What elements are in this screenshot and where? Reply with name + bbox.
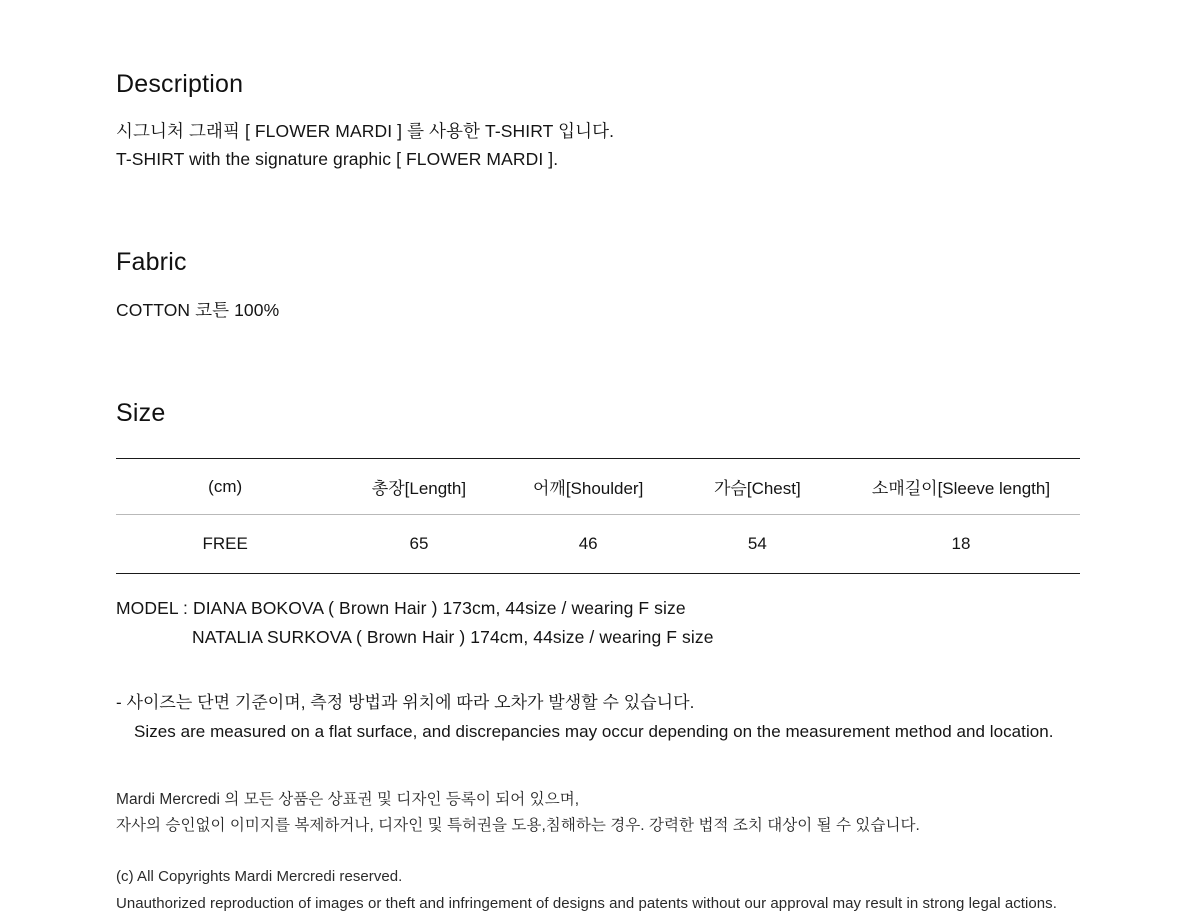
model-line-1: MODEL : DIANA BOKOVA ( Brown Hair ) 173cm, 44size / wearing F size: [116, 598, 686, 619]
copyright-notice: [116, 864, 1090, 917]
copyright-line-1: (c) All Copyrights Mardi Mercredi reserved.: [116, 867, 403, 885]
note-line-ko: - 사이즈는 단면 기준이며, 측정 방법과 위치에 따라 오차가 발생할 수 있습니다.: [116, 692, 695, 712]
description-line-ko: 시그니처 그래픽 [ FLOWER MARDI ] 를 사용한 T-SHIRT 입니다.: [116, 121, 615, 141]
legal-line-1: Mardi Mercredi 의 모든 상품은 상표권 및 디자인 등록이 되어 있으며,: [116, 790, 580, 808]
column-header-unit: (cm): [116, 459, 334, 515]
column-header-shoulder: 어깨[Shoulder]: [504, 459, 673, 515]
column-header-sleeve: 소매길이[Sleeve length]: [842, 459, 1080, 515]
measurement-note: [116, 689, 1090, 747]
cell-size-name: FREE: [116, 515, 334, 574]
cell-chest: 54: [673, 515, 842, 574]
description-body: [116, 117, 1090, 174]
cell-length: 65: [334, 515, 503, 574]
legal-notice: [116, 787, 1090, 840]
copyright-line-2: Unauthorized reproduction of images or theft and infringement of designs and patents without our approval may result in strong legal actions.: [116, 894, 1057, 912]
table-header-row: [116, 459, 1080, 515]
table-row: [116, 515, 1080, 574]
fabric-line: COTTON 코튼 100%: [116, 299, 280, 320]
note-line-en: Sizes are measured on a flat surface, and discrepancies may occur depending on the measurement method and location.: [134, 721, 1054, 741]
size-heading: Size: [116, 399, 166, 428]
legal-line-2: 자사의 승인없이 이미지를 복제하거나, 디자인 및 특허권을 도용,침해하는 경우. 강력한 법적 조치 대상이 될 수 있습니다.: [116, 817, 920, 835]
fabric-body: [116, 296, 1090, 324]
size-table-body: [116, 515, 1080, 574]
column-header-length: 총장[Length]: [334, 459, 503, 515]
model-info: [116, 594, 1090, 653]
fabric-heading: Fabric: [116, 247, 187, 276]
cell-shoulder: 46: [504, 515, 673, 574]
model-line-2: NATALIA SURKOVA ( Brown Hair ) 174cm, 44size / wearing F size: [192, 627, 714, 648]
description-heading: Description: [116, 70, 244, 98]
description-line-en: T-SHIRT with the signature graphic [ FLOWER MARDI ].: [116, 149, 559, 170]
size-table: [116, 458, 1080, 574]
size-table-head: [116, 459, 1080, 515]
column-header-chest: 가슴[Chest]: [673, 459, 842, 515]
cell-sleeve: 18: [842, 515, 1080, 574]
